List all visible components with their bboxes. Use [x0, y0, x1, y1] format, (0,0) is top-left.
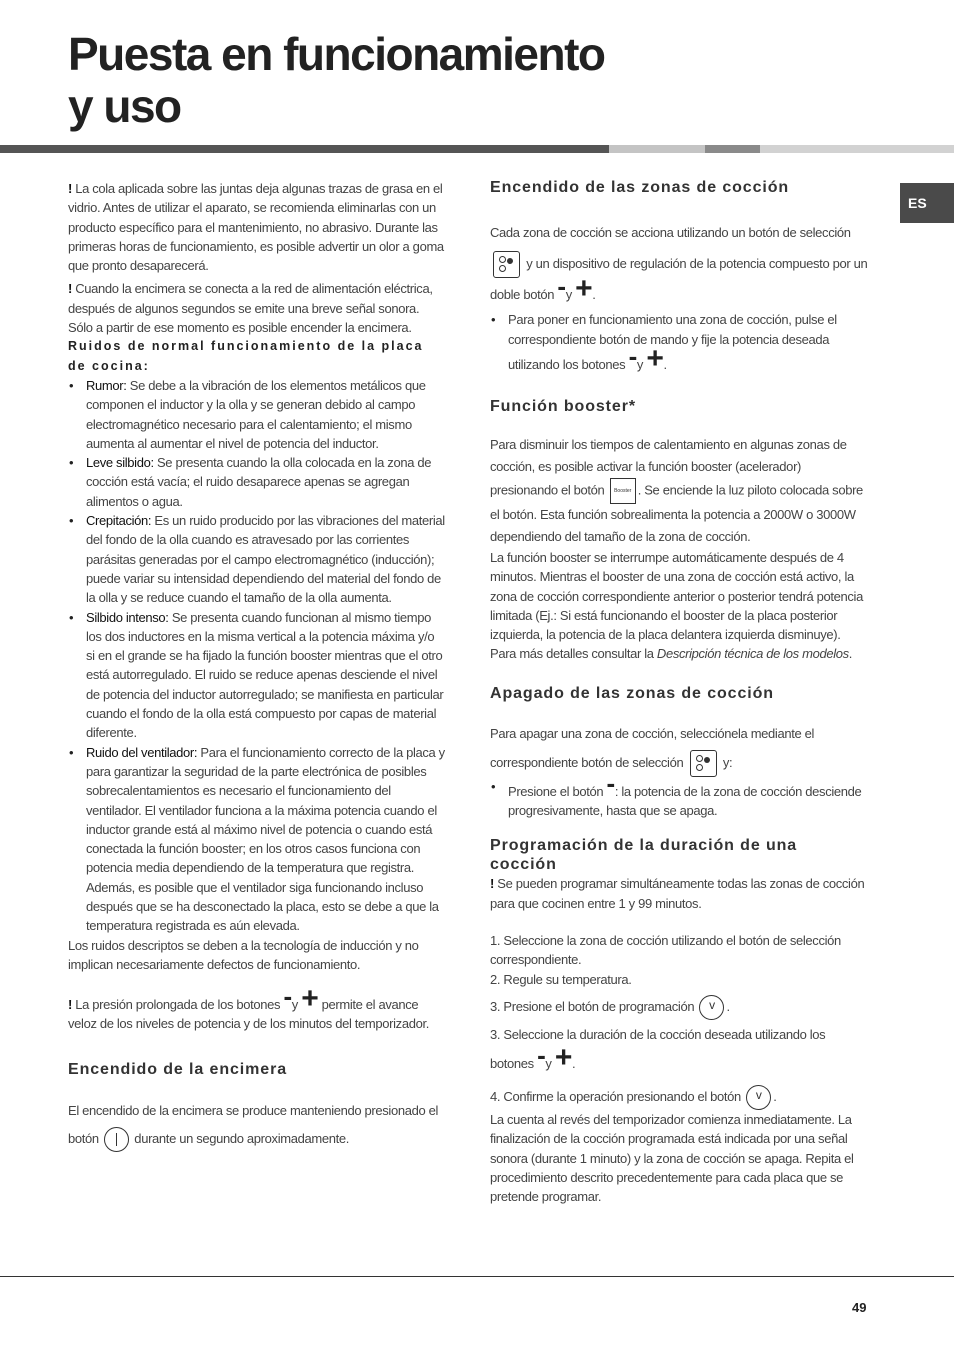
selection-button-icon	[690, 750, 717, 777]
title-line-2: y uso	[68, 80, 181, 132]
booster-text-2: La función booster se interrumpe automáticamente después de 4 minutos. Mientras el booster de una zona de cocción está activo, la zona de cocción correspondiente anterior o posterior tendrá potencia limitada (Ej.: Si está funcionando el booster de la placa posterior izquierda, la potencia de la placa delantera izquierda disminuye). Para más detalles consultar la Descripción técnica de los modelos.	[490, 550, 863, 662]
noise-list	[68, 376, 446, 936]
off-text: Para apagar una zona de cocción, selecciónela mediante el correspondiente botón de selección y:	[490, 719, 868, 777]
minus-icon: -	[557, 271, 566, 301]
list-item: • Para poner en funcionamiento una zona de cocción, pulse el correspondiente botón de mando y fije la potencia deseada utilizando los botones -y +.	[508, 310, 868, 375]
note-glue: ! La cola aplicada sobre las juntas deja algunas trazas de grasa en el vidrio. Antes de utilizar el aparato, se recomienda eliminarlas con un producto específico para el mantenimiento, no abrasivo. Durante las primeras horas de funcionamiento, es posible advertir un olor a goma que pronto desaparecerá.	[68, 181, 444, 274]
noise-footer: Los ruidos descriptos se deben a la tecnología de inducción y no implican necesariamente defectos de funcionamiento.	[68, 937, 419, 972]
header-bar-light-2	[760, 145, 954, 153]
timer-button-icon	[699, 995, 724, 1020]
list-item: • Rumor: Se debe a la vibración de los elementos metálicos que componen el inductor y la olla y se generan debido al campo electromagnético necesario para el calentamiento; el mismo aumenta al aumentar el nivel de potencia del inductor.	[86, 376, 446, 453]
off-list	[490, 767, 868, 821]
minus-icon: -	[537, 1039, 546, 1070]
off-heading: Apagado de las zonas de cocción	[490, 684, 774, 702]
plus-icon: +	[301, 982, 319, 1016]
zones-list	[490, 310, 868, 375]
prog-step-3: 3. Presione el botón de programación v.	[490, 993, 868, 1021]
prog-step-1: 1. Seleccione la zona de cocción utilizando el botón de selección correspondiente.	[490, 933, 841, 968]
page-title	[68, 28, 605, 132]
prog-step-4: 4. Confirme la operación presionando el botón v.	[490, 1084, 868, 1110]
list-item: • Ruido del ventilador: Para el funcionamiento correcto de la placa y para garantizar la seguridad de la parte electrónica de posibles sobrecalentamientos es necesario el funcionamiento del ventilador. El ventilador funciona a la máxima potencia cuando el inductor grande está al máximo nivel de potencia o cuando está conectada la función booster; en los otros casos funciona con potencia media dependiendo de la temperatura que registra. Además, es posible que el ventilador siga funcionando incluso después que se ha desconectado la placa, esto se debe a que la temperatura registrada es aún elevada.	[86, 743, 446, 936]
prog-step-2: 2. Regule su temperatura.	[490, 971, 632, 987]
booster-text-1: Para disminuir los tiempos de calentamiento en algunas zonas de cocción, es posible activar la función booster (acelerador) presionando el botón Booster . Se enciende la luz piloto colocada sobre el botón. Esta función sobrealimenta la potencia a 2000W o 3000W dependiendo del tamaño de la zona de cocción.	[490, 437, 863, 544]
plus-icon: +	[575, 272, 593, 305]
header-bar-dark	[0, 145, 609, 153]
minus-icon: -	[283, 981, 292, 1012]
title-line-1: Puesta en funcionamiento	[68, 28, 605, 80]
header-bar-mid	[705, 145, 760, 153]
encimera-heading: Encendido de la encimera	[68, 1060, 287, 1078]
list-item: • Presione el botón -: la potencia de la zona de cocción desciende progresivamente, hasta que se apaga.	[508, 777, 868, 821]
booster-button-icon: Booster	[610, 478, 636, 504]
language-tab: ES	[900, 183, 954, 223]
zones-text: Cada zona de cocción se acciona utilizando un botón de selección y un dispositivo de regulación de la potencia compuesto por un doble botón -y +.	[490, 225, 868, 305]
minus-icon: -	[628, 341, 637, 371]
prog-final: La cuenta al revés del temporizador comienza inmediatamente. La finalización de la cocción programada está indicada por una señal sonora (durante 1 minuto) y la zona de cocción se apaga. Repita el procedimiento descrito precedentemente para cada placa que se pretende programar.	[490, 1111, 854, 1205]
list-item: • Crepitación: Es un ruido producido por las vibraciones del material del fondo de la olla cuando es atravesado por las corrientes parásitas generadas por el campo electromagnético (inducción); puede variar su intensidad dependiendo del material del fondo de la olla y se reduce cuando el tamaño de la olla aumenta.	[86, 511, 446, 607]
prog-note: ! Se pueden programar simultáneamente todas las zonas de cocción para que cocinen entre 1 y 99 minutos.	[490, 876, 865, 911]
list-item: • Silbido intenso: Se presenta cuando funcionan al mismo tiempo los dos inductores en la misma vertical a la potencia máxima y/o si en el grande se ha fijado la función booster mientras que el otro está autorregulado. El ruido se reduce apenas desciende el nivel de potencia del inductor autorregulado; se manifiesta en particular cuando el fondo de la olla está compuesto por capas de material diferente.	[86, 608, 446, 743]
timer-button-icon	[746, 1085, 771, 1110]
booster-heading: Función booster*	[490, 398, 636, 415]
footer-rule	[0, 1276, 954, 1277]
power-button-icon	[104, 1127, 129, 1152]
prog-heading: Programación de la duración de una cocción	[490, 837, 798, 874]
header-bar-light	[609, 145, 705, 153]
noise-heading: Ruidos de normal funcionamiento de la placa de cocina:	[68, 339, 424, 373]
encimera-text: El encendido de la encimera se produce manteniendo presionado el botón durante un segundo aproximadamente.	[68, 1097, 446, 1153]
note-power-on: ! Cuando la encimera se conecta a la red de alimentación eléctrica, después de algunos segundos se emite una breve señal sonora. Sólo a partir de ese momento es posible encender la encimera.	[68, 281, 433, 336]
minus-icon: -	[606, 767, 615, 798]
zones-heading: Encendido de las zonas de cocción	[490, 179, 790, 196]
prog-step-3b: 3. Seleccione la duración de la cocción deseada utilizando los botones -y +.	[490, 1026, 826, 1074]
page-number: 49	[852, 1300, 867, 1315]
list-item: • Leve silbido: Se presenta cuando la olla colocada en la zona de cocción está vacía; el ruido desaparece apenas se agregan alimentos o agua.	[86, 453, 446, 511]
plus-icon: +	[554, 1040, 572, 1074]
plus-icon: +	[646, 342, 664, 375]
note-long-press: ! La presión prolongada de los botones -y + permite el avance veloz de los niveles de potencia y de los minutos del temporizador.	[68, 981, 429, 1032]
selection-button-icon	[493, 251, 520, 278]
left-column	[68, 179, 446, 1153]
right-column	[490, 178, 868, 1206]
